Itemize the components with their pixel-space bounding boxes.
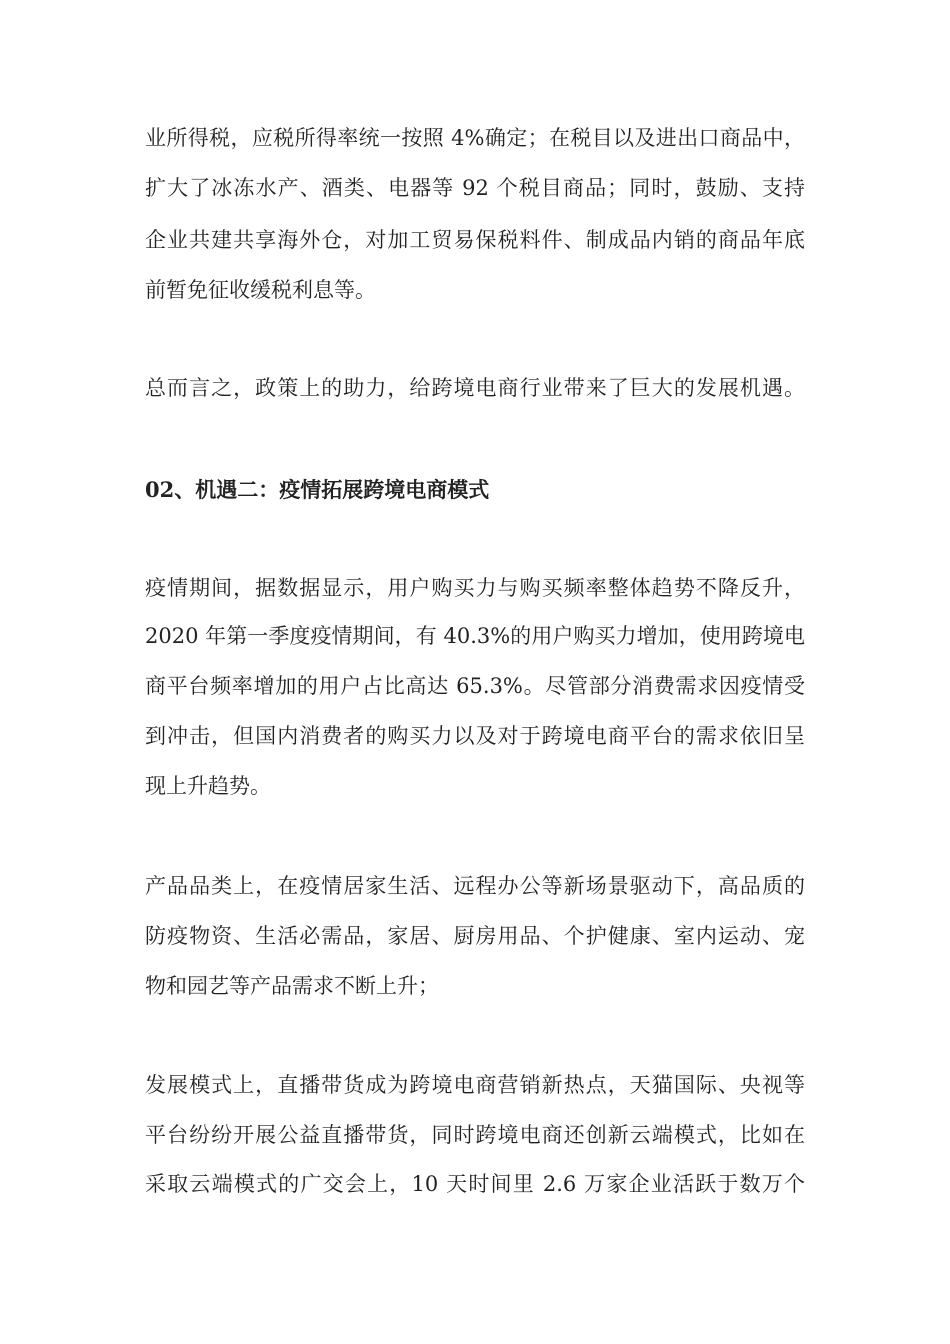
paragraph-line: 扩大了冰冻水产、酒类、电器等 92 个税目商品；同时，鼓励、支持 [145,176,805,200]
paragraph-line: 产品品类上，在疫情居家生活、远程办公等新场景驱动下，高品质的 [145,874,805,898]
paragraph-line: 防疫物资、生活必需品，家居、厨房用品、个护健康、室内运动、宠 [145,924,805,948]
paragraph-line: 前暂免征收缓税利息等。 [145,278,376,302]
paragraph-line: 物和园艺等产品需求不断上升； [145,974,439,998]
paragraph-line: 发展模式上，直播带货成为跨境电商营销新热点，天猫国际、央视等 [145,1073,805,1097]
paragraph-line: 企业共建共享海外仓，对加工贸易保税料件、制成品内销的商品年底 [145,228,805,252]
paragraph-line: 疫情期间，据数据显示，用户购买力与购买频率整体趋势不降反升， [145,576,805,600]
paragraph-line: 现上升趋势。 [145,774,271,798]
paragraph-line: 总而言之，政策上的助力，给跨境电商行业带来了巨大的发展机遇。 [145,376,805,400]
section-heading: 02、机遇二：疫情拓展跨境电商模式 [145,477,490,502]
paragraph-line: 采取云端模式的广交会上，10 天时间里 2.6 万家企业活跃于数万个 [145,1172,805,1196]
paragraph-line: 到冲击，但国内消费者的购买力以及对于跨境电商平台的需求依旧呈 [145,724,805,748]
paragraph-line: 2020 年第一季度疫情期间，有 40.3%的用户购买力增加，使用跨境电 [145,624,805,648]
paragraph-line: 业所得税，应税所得率统一按照 4%确定；在税目以及进出口商品中， [145,126,805,150]
paragraph-line: 平台纷纷开展公益直播带货，同时跨境电商还创新云端模式，比如在 [145,1123,805,1147]
paragraph-line: 商平台频率增加的用户占比高达 65.3%。尽管部分消费需求因疫情受 [145,674,805,698]
